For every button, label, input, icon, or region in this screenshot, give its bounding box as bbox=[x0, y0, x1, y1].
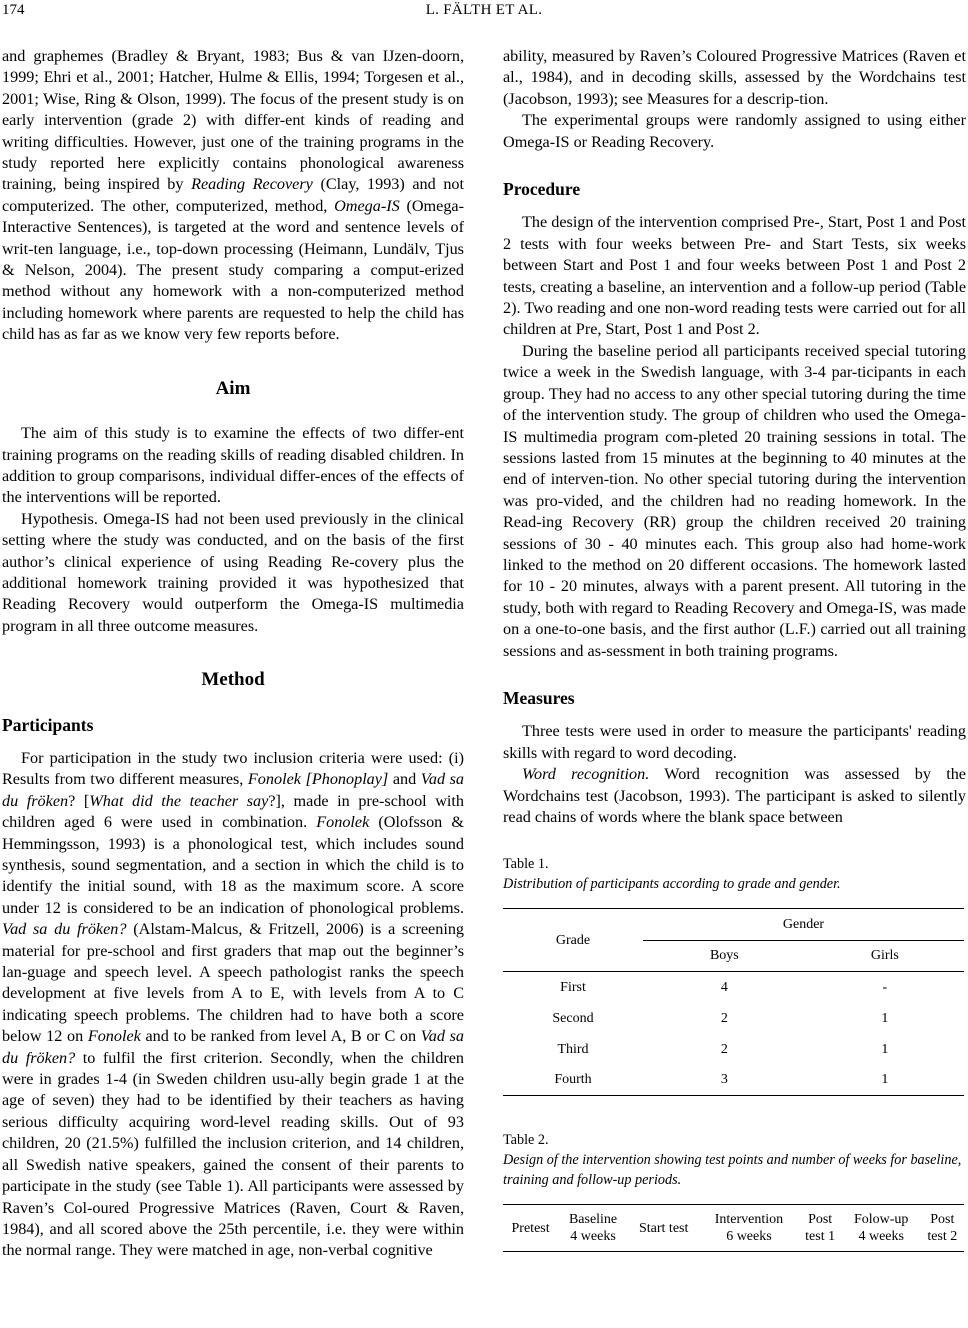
aim-heading: Aim bbox=[215, 377, 251, 399]
page-number: 174 bbox=[2, 2, 25, 18]
measures-paragraph-2: Word recognition. Word recognition was assessed by the Wordchains test (Jacobson, 1993). The participant is asked to silently read chains of words where the blank space between bbox=[503, 765, 966, 826]
table1-label: Table 1. bbox=[503, 856, 549, 873]
procedure-paragraph-1: The design of the intervention comprised Pre-, Start, Post 1 and Post 2 tests with four weeks between Pre- and Start Tests, six weeks between Start and Post 1 and four weeks between Post 1 and Post 2 tests, creating a baseline, an intervention and a follow-up period (Table 2). Two reading and one non-word reading tests were carried out for all children at Pre, Start, Post 1 and Post 2. bbox=[503, 213, 966, 339]
table1 bbox=[503, 908, 964, 1096]
table2-caption bbox=[503, 1130, 966, 1190]
measures-heading: Measures bbox=[503, 687, 575, 708]
table-row: Pretest Baseline 4 weeks Start test Intervention 6 weeks Post test 1 Folow-up 4 weeks Post test 2 bbox=[503, 1205, 964, 1252]
left-column bbox=[2, 46, 464, 1262]
assignment-paragraph: The experimental groups were randomly assigned to using either Omega-IS or Reading Recovery. bbox=[503, 111, 966, 151]
table1-title: Distribution of participants according to grade and gender. bbox=[503, 876, 841, 893]
running-head: L. FÄLTH ET AL. bbox=[425, 2, 543, 18]
table-row: Third 2 1 bbox=[557, 1041, 889, 1057]
hypothesis-paragraph: Hypothesis. Omega-IS had not been used previously in the clinical setting where the study was conducted, and on the basis of the first author’s clinical experience of using Reading Re-covery plus the additional homework training provided it was hypothesized that Reading Recovery would outperform the Omega-IS multimedia program in all three outcome measures. bbox=[2, 509, 464, 635]
table-row: First 4 - bbox=[560, 979, 888, 995]
table1-caption bbox=[503, 854, 966, 894]
participants-heading: Participants bbox=[2, 714, 94, 735]
table1-grade-header: Grade bbox=[503, 909, 643, 972]
aim-paragraph: The aim of this study is to examine the effects of two differ-ent training programs on the reading skills of reading disabled children. In addition to group comparisons, individual differ-ences of the effects of the interventions will be reported. bbox=[2, 424, 464, 507]
table1-boys-header: Boys bbox=[643, 940, 806, 972]
page-header bbox=[0, 0, 968, 26]
procedure-paragraph-2: During the baseline period all participants received special tutoring twice a week in the Swedish language, with 3-4 par-ticipants in each group. They had no access to any other special tutoring during the time of the intervention study. The group of children who used the Omega-IS multimedia program com-pleted 20 training sessions in total. The sessions lasted from 15 minutes at the beginning to 40 minutes at the end of interven-tion. No other special tutoring during the intervention was pro-vided, and the children had no reading homework. In the Read-ing Recovery (RR) group the children received 20 training sessions of 30 - 40 minutes each. This group also had home-work linked to the method on 20 different occasions. The homework lasted for 10 - 20 minutes, always with a parent present. All tutoring in the study, both with regard to Reading Recovery and Omega-IS, was made on a one-to-one basis, and the first author (L.F.) carried out all training sessions and as-sessment in both training programs. bbox=[503, 341, 966, 660]
continued-paragraph: ability, measured by Raven’s Coloured Progressive Matrices (Raven et al., 1984), and in decoding skills, assessed by the Wordchains test (Jacobson, 1993); see Measures for a descrip-tion. bbox=[503, 47, 966, 108]
table-row: Second 2 1 bbox=[552, 1010, 889, 1026]
participants-paragraph: For participation in the study two inclusion criteria were used: (i) Results from two different measures, Fonolek [Phonoplay] and Vad sa du fröken? [What did the teacher say?], made in pre-school with children aged 6 were used in combination. Fonolek (Olofsson & Hemmingsson, 1993) is a phonological test, which includes sound synthesis, sound segmentation, and a section in which the child is to identify the initial sound, with 18 as the maximum score. A score under 12 is considered to be an indication of phonological problems. Vad sa du fröken? (Alstam-Malcus, & Fritzell, 2006) is a screening material for pre-school and first graders that map out the beginner’s lan-guage and speech level. A speech pathologist ranks the speech development at five levels from A to E, with levels from A to C indicating speech problems. The children had to have both a score below 12 on Fonolek and to be ranked from level A, B or C on Vad sa du fröken? to fulfil the first criterion. Secondly, when the children were in grades 1-4 (in Sweden children usu-ally begin grade 1 at the age of seven) they had to be identified by their teachers as having serious difficulty acquiring word-level reading skills. Out of 93 children, 20 (21.5%) fulfilled the inclusion criterion, and 14 children, all Swedish native speakers, gained the consent of their parents to participate in the study (see Table 1). All participants were assessed by Raven’s Col-oured Progressive Matrices (Raven, Court & Raven, 1984), and all scored above the 25th percentile, i.e. they were within the normal range. They were matched in age, non-verbal cognitive bbox=[2, 748, 465, 1260]
measures-paragraph-1: Three tests were used in order to measure the participants' reading skills with regard to word decoding. bbox=[503, 722, 966, 762]
procedure-heading: Procedure bbox=[503, 179, 581, 200]
table2-title: Design of the intervention showing test points and number of weeks for baseline, training and follow-up periods. bbox=[503, 1152, 962, 1189]
table1-gender-header: Gender bbox=[643, 909, 964, 941]
table1-girls-header: Girls bbox=[806, 940, 964, 972]
table2 bbox=[503, 1204, 964, 1252]
intro-paragraph: and graphemes (Bradley & Bryant, 1983; Bus & van IJzen-doorn, 1999; Ehri et al., 2001; Hatcher, Hulme & Ellis, 1994; Torgesen et al., 2001; Wise, Ring & Olson, 1999). The focus of the present study is on early intervention (grade 2) with differ-ent kinds of reading and writing difficulties. However, just one of the training programs in the study reported here explicitly contains phonological awareness training, being inspired by Reading Recovery (Clay, 1993) and not computerized. The other, computerized, method, Omega-IS (Omega-Interactive Sentences), is targeted at the word and sentence levels of writ-ten language, i.e., top-down processing (Heimann, Lundälv, Tjus & Nelson, 2004). The present study comparing a comput-erized method without any homework with a non-computerized method including homework where parents are requested to help the child has child has as far as we know very few reports before. bbox=[2, 47, 465, 344]
right-column bbox=[503, 46, 966, 1252]
method-heading: Method bbox=[201, 669, 265, 691]
table-row: Fourth 3 1 bbox=[503, 1065, 964, 1096]
table2-label: Table 2. bbox=[503, 1132, 549, 1149]
